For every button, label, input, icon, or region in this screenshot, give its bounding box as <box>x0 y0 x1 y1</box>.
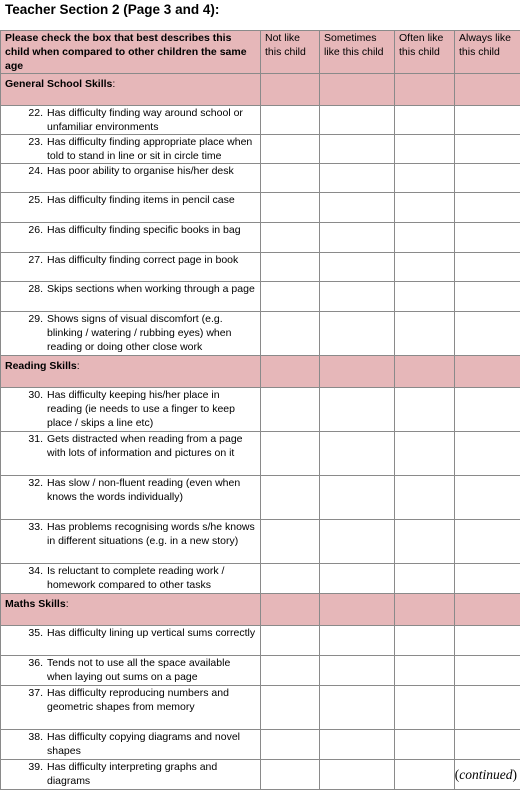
question-cell <box>1 686 261 730</box>
question-cell <box>1 164 261 193</box>
section-header-cell <box>320 594 395 626</box>
response-box-not-like[interactable] <box>261 312 320 356</box>
table-header-row <box>1 31 520 74</box>
response-box-often-like[interactable] <box>395 730 455 760</box>
table-row <box>1 626 520 656</box>
question-number: 38. <box>23 730 43 744</box>
question-text: Has difficulty lining up vertical sums correctly <box>25 626 256 640</box>
question-text: Has problems recognising words s/he knows in different situations (e.g. in a new story) <box>25 520 256 548</box>
question-cell <box>1 564 261 594</box>
response-box-often-like[interactable] <box>395 686 455 730</box>
table-row <box>1 164 520 193</box>
response-box-always-like[interactable] <box>455 164 520 193</box>
response-box-always-like[interactable] <box>455 656 520 686</box>
response-box-not-like[interactable] <box>261 193 320 223</box>
question-text: Skips sections when working through a page <box>25 282 256 296</box>
table-row <box>1 686 520 730</box>
table-row <box>1 432 520 476</box>
question-number: 39. <box>23 760 43 774</box>
table-row <box>1 656 520 686</box>
section-label <box>1 356 261 388</box>
response-box-sometimes-like[interactable] <box>320 626 395 656</box>
response-box-not-like[interactable] <box>261 164 320 193</box>
question-number: 28. <box>23 282 43 296</box>
question-cell <box>1 253 261 282</box>
question-number: 34. <box>23 564 43 578</box>
response-box-sometimes-like[interactable] <box>320 193 395 223</box>
response-box-sometimes-like[interactable] <box>320 282 395 312</box>
response-box-often-like[interactable] <box>395 164 455 193</box>
continued-label: continued <box>459 767 512 782</box>
response-box-always-like[interactable] <box>455 253 520 282</box>
response-box-not-like[interactable] <box>261 656 320 686</box>
response-box-often-like[interactable] <box>395 135 455 164</box>
response-box-sometimes-like[interactable] <box>320 686 395 730</box>
question-cell <box>1 223 261 253</box>
response-box-always-like[interactable] <box>455 223 520 253</box>
table-row <box>1 476 520 520</box>
section-colon: : <box>66 598 69 610</box>
response-box-sometimes-like[interactable] <box>320 476 395 520</box>
question-cell <box>1 760 261 790</box>
section-header-row <box>1 356 520 388</box>
question-number: 31. <box>23 432 43 446</box>
question-cell <box>1 432 261 476</box>
section-label <box>1 594 261 626</box>
question-text: Has difficulty finding correct page in book <box>25 253 256 267</box>
question-text: Has difficulty copying diagrams and novel shapes <box>25 730 256 758</box>
table-row <box>1 730 520 760</box>
question-text: Has difficulty finding items in pencil case <box>25 193 256 207</box>
response-box-sometimes-like[interactable] <box>320 223 395 253</box>
response-box-often-like[interactable] <box>395 432 455 476</box>
question-text: Has difficulty finding way around school or unfamiliar environments <box>25 106 256 134</box>
table-row <box>1 253 520 282</box>
question-text: Has slow / non-fluent reading (even when knows the words individually) <box>25 476 256 504</box>
response-box-not-like[interactable] <box>261 253 320 282</box>
response-box-often-like[interactable] <box>395 656 455 686</box>
question-number: 33. <box>23 520 43 534</box>
question-text: Gets distracted when reading from a page with lots of information and pictures on it <box>25 432 256 460</box>
column-header-always-like: Always like this child <box>455 31 520 74</box>
response-box-sometimes-like[interactable] <box>320 388 395 432</box>
response-box-not-like[interactable] <box>261 564 320 594</box>
response-box-sometimes-like[interactable] <box>320 106 395 135</box>
question-number: 30. <box>23 388 43 402</box>
response-box-sometimes-like[interactable] <box>320 520 395 564</box>
table-row <box>1 760 520 790</box>
response-box-often-like[interactable] <box>395 564 455 594</box>
question-cell <box>1 135 261 164</box>
response-box-always-like[interactable] <box>455 135 520 164</box>
response-box-sometimes-like[interactable] <box>320 730 395 760</box>
section-title: Reading Skills <box>5 360 77 372</box>
question-number: 22. <box>23 106 43 120</box>
response-box-often-like[interactable] <box>395 223 455 253</box>
question-number: 27. <box>23 253 43 267</box>
question-cell <box>1 656 261 686</box>
question-number: 26. <box>23 223 43 237</box>
response-box-always-like[interactable] <box>455 686 520 730</box>
response-box-sometimes-like[interactable] <box>320 432 395 476</box>
question-text: Has difficulty interpreting graphs and diagrams <box>25 760 256 788</box>
section-header-cell <box>455 594 520 626</box>
question-number: 35. <box>23 626 43 640</box>
section-header-cell <box>395 594 455 626</box>
section-colon: : <box>112 78 115 90</box>
question-number: 29. <box>23 312 43 326</box>
section-header-cell <box>320 74 395 106</box>
table-row <box>1 223 520 253</box>
response-box-often-like[interactable] <box>395 282 455 312</box>
question-text: Has difficulty keeping his/her place in reading (ie needs to use a finger to keep place / skips a line etc) <box>25 388 256 430</box>
response-box-not-like[interactable] <box>261 432 320 476</box>
section-title: Maths Skills <box>5 598 66 610</box>
response-box-always-like[interactable] <box>455 282 520 312</box>
instruction-header: Please check the box that best describes this child when compared to other children the same age <box>1 31 261 74</box>
response-box-not-like[interactable] <box>261 520 320 564</box>
question-text: Has difficulty finding appropriate place when told to stand in line or sit in circle time <box>25 135 256 163</box>
response-box-not-like[interactable] <box>261 282 320 312</box>
response-box-always-like[interactable] <box>455 312 520 356</box>
question-cell <box>1 106 261 135</box>
question-text: Tends not to use all the space available when laying out sums on a page <box>25 656 256 684</box>
response-box-not-like[interactable] <box>261 106 320 135</box>
section-header-row <box>1 594 520 626</box>
response-box-often-like[interactable] <box>395 253 455 282</box>
question-text: Has difficulty reproducing numbers and geometric shapes from memory <box>25 686 256 714</box>
response-box-always-like[interactable] <box>455 388 520 432</box>
question-text: Has poor ability to organise his/her desk <box>25 164 256 178</box>
question-cell <box>1 476 261 520</box>
section-header-cell <box>395 74 455 106</box>
response-box-sometimes-like[interactable] <box>320 564 395 594</box>
response-box-always-like[interactable] <box>455 730 520 760</box>
response-box-not-like[interactable] <box>261 730 320 760</box>
column-header-not-like: Not like this child <box>261 31 320 74</box>
response-box-often-like[interactable] <box>395 626 455 656</box>
section-colon: : <box>77 360 80 372</box>
question-number: 23. <box>23 135 43 149</box>
section-label <box>1 74 261 106</box>
section-header-cell <box>395 356 455 388</box>
question-number: 25. <box>23 193 43 207</box>
response-box-not-like[interactable] <box>261 223 320 253</box>
question-number: 32. <box>23 476 43 490</box>
response-box-always-like[interactable] <box>455 520 520 564</box>
question-cell <box>1 282 261 312</box>
response-box-sometimes-like[interactable] <box>320 253 395 282</box>
response-box-always-like[interactable] <box>455 626 520 656</box>
response-box-always-like[interactable] <box>455 106 520 135</box>
response-box-sometimes-like[interactable] <box>320 656 395 686</box>
response-box-often-like[interactable] <box>395 388 455 432</box>
response-box-often-like[interactable] <box>395 760 455 790</box>
response-box-often-like[interactable] <box>395 106 455 135</box>
response-box-sometimes-like[interactable] <box>320 164 395 193</box>
question-text: Is reluctant to complete reading work / homework compared to other tasks <box>25 564 256 592</box>
section-header-cell <box>455 74 520 106</box>
page-title: Teacher Section 2 (Page 3 and 4): <box>5 2 219 17</box>
response-box-not-like[interactable] <box>261 760 320 790</box>
response-box-always-like[interactable] <box>455 432 520 476</box>
table-row <box>1 106 520 135</box>
section-header-cell <box>261 356 320 388</box>
response-box-always-like[interactable] <box>455 476 520 520</box>
question-text: Has difficulty finding specific books in bag <box>25 223 256 237</box>
table-row <box>1 282 520 312</box>
section-header-row <box>1 74 520 106</box>
question-number: 36. <box>23 656 43 670</box>
response-box-not-like[interactable] <box>261 476 320 520</box>
questionnaire-table <box>0 30 520 790</box>
question-text: Shows signs of visual discomfort (e.g. blinking / watering / rubbing eyes) when reading or doing other close work <box>25 312 256 354</box>
response-box-often-like[interactable] <box>395 520 455 564</box>
table-row <box>1 520 520 564</box>
response-box-often-like[interactable] <box>395 193 455 223</box>
table-row <box>1 312 520 356</box>
section-title: General School Skills <box>5 78 112 90</box>
question-cell <box>1 730 261 760</box>
question-number: 37. <box>23 686 43 700</box>
response-box-sometimes-like[interactable] <box>320 135 395 164</box>
question-number: 24. <box>23 164 43 178</box>
question-cell <box>1 626 261 656</box>
response-box-often-like[interactable] <box>395 312 455 356</box>
response-box-always-like[interactable] <box>455 564 520 594</box>
table-row <box>1 193 520 223</box>
question-cell <box>1 388 261 432</box>
response-box-not-like[interactable] <box>261 135 320 164</box>
section-header-cell <box>320 356 395 388</box>
column-header-sometimes-like: Sometimes like this child <box>320 31 395 74</box>
column-header-often-like: Often like this child <box>395 31 455 74</box>
section-header-cell <box>261 74 320 106</box>
response-box-often-like[interactable] <box>395 476 455 520</box>
question-cell <box>1 312 261 356</box>
continued-note: (continued) <box>455 767 517 783</box>
question-cell <box>1 193 261 223</box>
response-box-sometimes-like[interactable] <box>320 312 395 356</box>
table-row <box>1 388 520 432</box>
response-box-not-like[interactable] <box>261 686 320 730</box>
table-row <box>1 564 520 594</box>
response-box-not-like[interactable] <box>261 388 320 432</box>
section-header-cell <box>455 356 520 388</box>
response-box-sometimes-like[interactable] <box>320 760 395 790</box>
section-header-cell <box>261 594 320 626</box>
response-box-always-like[interactable] <box>455 193 520 223</box>
question-cell <box>1 520 261 564</box>
response-box-not-like[interactable] <box>261 626 320 656</box>
table-row <box>1 135 520 164</box>
